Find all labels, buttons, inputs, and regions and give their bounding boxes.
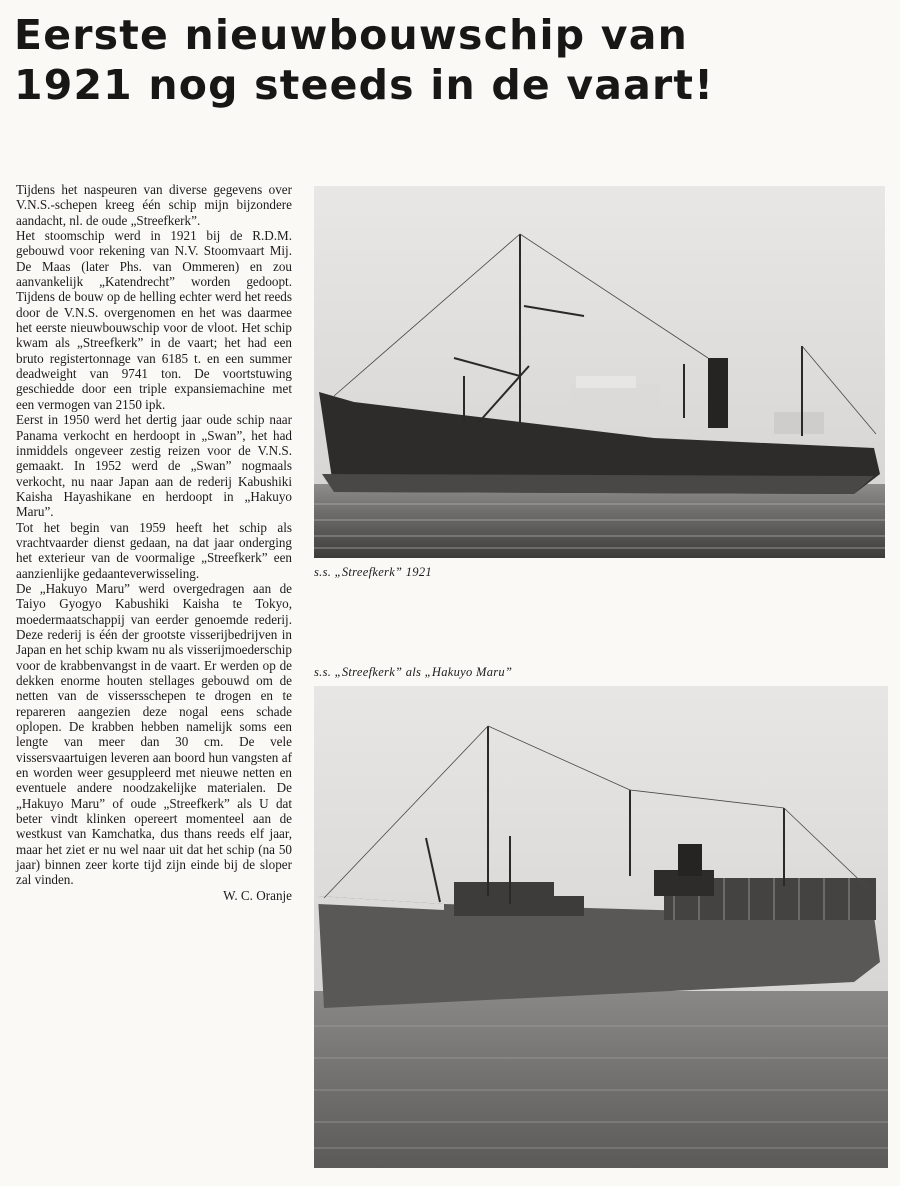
article-paragraph: Eerst in 1950 werd het dertig jaar oude schip naar Panama verkocht en herdoopt in „Swan”, het had inmiddels ongeveer zestig reizen voor de V.N.S. gemaakt. In 1952 werd de „Swan” nogmaals verkocht, nu naar Japan aan de rederij Kabushiki Kaisha Hayashikane en herdoopt in „Hakuyo Maru”. (16, 412, 292, 520)
headline (14, 10, 884, 110)
headline-line-2: 1921 nog steeds in de vaart! (14, 61, 715, 109)
ship-photo-image (314, 686, 888, 1168)
article-body (16, 182, 292, 903)
author-signature: W. C. Oranje (223, 887, 292, 903)
ship-photo-image (314, 186, 885, 558)
article-paragraph: Het stoomschip werd in 1921 bij de R.D.M. gebouwd voor rekening van N.V. Stoomvaart Mij. De Maas (later Phs. van Ommeren) en zou aanvankelijk „Katendrecht” worden gedoopt. Tijdens de bouw op de helling echter werd het reeds door de V.N.S. overgenomen en het was daarmee het eerste nieuwbouwschip voor de vloot. Het schip kwam als „Streefkerk” in de vaart; het had een bruto registertonnage van 6185 t. en een summer deadweight van 9741 ton. De voortstuwing geschiedde door een triple expansiemachine met een vermogen van 2150 ipk. (16, 228, 292, 412)
photo-hakuyo-maru (314, 686, 888, 1168)
photo-streefkerk-1921 (314, 186, 885, 558)
article-paragraph: Tijdens het naspeuren van diverse gegevens over V.N.S.-schepen kreeg één schip mijn bijzondere aandacht, nl. de oude „Streefkerk”. (16, 182, 292, 228)
photo-caption-1: s.s. „Streefkerk” 1921 (314, 565, 432, 579)
article-paragraph: Tot het begin van 1959 heeft het schip als vrachtvaarder dienst gedaan, na dat jaar onderging het exterieur van de voormalige „Streefkerk” een aanzienlijke gedaanteverwisseling. (16, 519, 292, 581)
headline-line-1: Eerste nieuwbouwschip van (14, 11, 688, 59)
photo-caption-2: s.s. „Streefkerk” als „Hakuyo Maru” (314, 665, 513, 679)
article-paragraph: De „Hakuyo Maru” werd overgedragen aan de Taiyo Gyogyo Kabushiki Kaisha te Tokyo, moedermaatschappij van eerder genoemde rederij. Deze rederij is één der grootste visserijbedrijven in Japan en het schip kwam nu als visserijmoederschip voor de krabbenvangst in de vaart. Er werden op de dekken enorme houten stellages gebouwd om de netten van de vissersschepen te drogen en te repareren aangezien deze nogal eens schade oplopen. De krabben hebben namelijk soms een lengte van meer dan 30 cm. De vele vissersvaartuigen leveren aan boord hun vangsten af en worden weer gesuppleerd met nieuwe netten en eventuele andere noodzakelijke materialen. De „Hakuyo Maru” of oude „Streefkerk” als U dat beter vindt klinken opereert momenteel aan de westkust van Kamchatka, dus thans reeds elf jaar, maar het ziet er nu wel naar uit dat het schip (na 50 jaar) binnen zeer korte tijd zijn einde bij de sloper zal vinden. (16, 580, 292, 888)
